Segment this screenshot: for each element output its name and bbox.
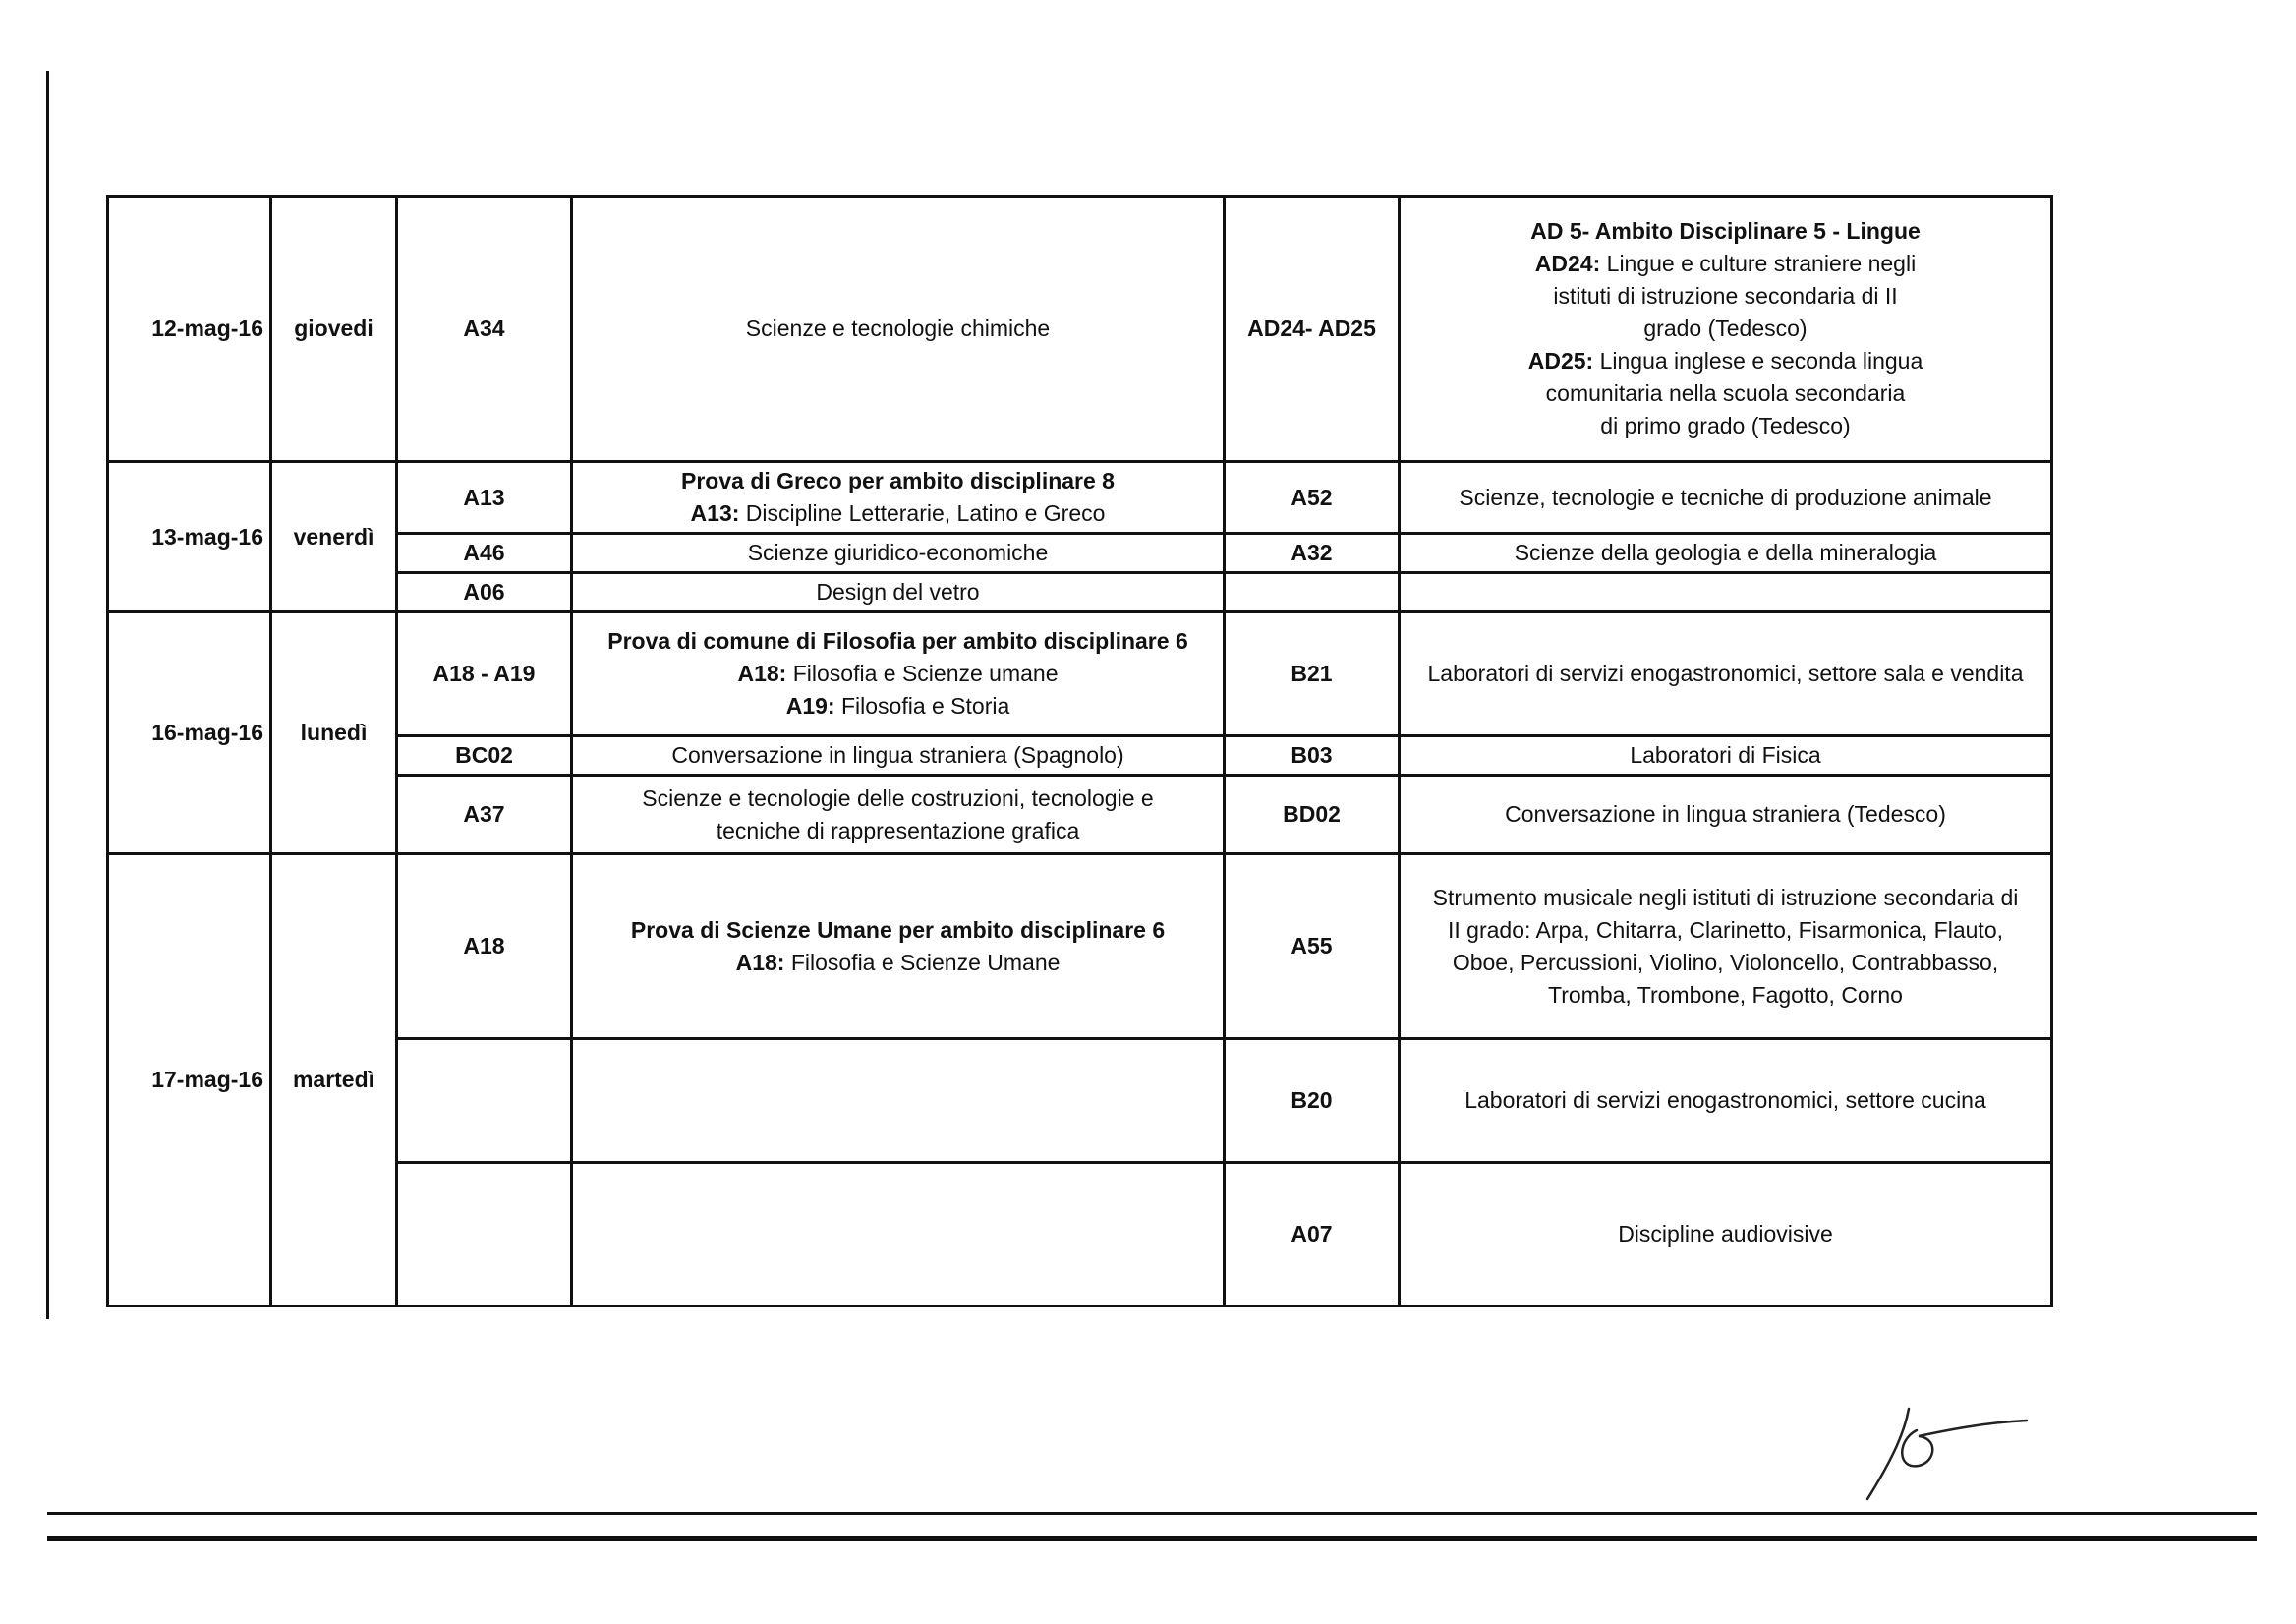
class-code-secondary: A52: [1225, 462, 1400, 534]
subject-text: Scienze giuridico-economiche: [747, 540, 1049, 565]
exam-weekday: venerdì: [271, 462, 397, 612]
class-code-label: A19:: [785, 693, 835, 719]
subject-line: [579, 815, 1217, 847]
subject-line: [1406, 914, 2044, 947]
class-code: A34: [397, 197, 572, 462]
subject-description: [572, 462, 1225, 534]
subject-line: [579, 914, 1217, 947]
schedule-row: [108, 1163, 2052, 1306]
class-code-label: A18:: [735, 949, 785, 975]
subject-text: Discipline audiovisive: [1618, 1221, 1833, 1247]
subject-text: Laboratori di servizi enogastronomici, settore sala e vendita: [1427, 661, 2024, 686]
exam-weekday: lunedì: [271, 612, 397, 854]
subject-line: [579, 625, 1217, 658]
schedule-row: [108, 854, 2052, 1039]
subject-line: [579, 658, 1217, 690]
subject-text: Oboe, Percussioni, Violino, Violoncello, Contrabbasso,: [1452, 949, 1999, 975]
subject-description-secondary: [1400, 1039, 2052, 1163]
subject-text: Scienze e tecnologie chimiche: [745, 316, 1051, 341]
subject-text: di primo grado (Tedesco): [1600, 413, 1851, 438]
schedule-row: [108, 776, 2052, 854]
subject-text: Filosofia e Storia: [834, 693, 1010, 719]
subject-description: [572, 534, 1225, 573]
subject-description-secondary: [1400, 854, 2052, 1039]
class-code: A13: [397, 462, 572, 534]
schedule-row: [108, 197, 2052, 462]
class-code-secondary: AD24- AD25: [1225, 197, 1400, 462]
subject-text: Prova di comune di Filosofia per ambito disciplinare 6: [607, 628, 1188, 654]
subject-line: [579, 739, 1217, 772]
class-code-label: A18:: [737, 661, 787, 686]
subject-line: [1406, 882, 2044, 914]
subject-line: [1406, 482, 2044, 514]
subject-description-secondary: [1400, 736, 2052, 776]
subject-text: Conversazione in lingua straniera (Tedesco): [1505, 801, 1946, 827]
subject-line: [579, 537, 1217, 569]
subject-description: [572, 197, 1225, 462]
subject-description-secondary: [1400, 573, 2052, 612]
subject-line: [579, 783, 1217, 815]
subject-text: Strumento musicale negli istituti di istruzione secondaria di: [1432, 884, 2019, 910]
subject-description-secondary: [1400, 612, 2052, 736]
subject-line: [1406, 658, 2044, 690]
subject-line: [1406, 798, 2044, 831]
subject-text: comunitaria nella scuola secondaria: [1545, 380, 1906, 406]
schedule-row: [108, 573, 2052, 612]
schedule-row: [108, 736, 2052, 776]
handwritten-signature: [1858, 1401, 2035, 1509]
subject-text: Filosofia e Scienze umane: [786, 661, 1059, 686]
subject-text: Scienze, tecnologie e tecniche di produzione animale: [1459, 484, 1992, 510]
subject-line: [1406, 215, 2044, 248]
exam-date: 13-mag-16: [108, 462, 271, 612]
footer-rule-thick: [47, 1536, 2257, 1541]
subject-text: Filosofia e Scienze Umane: [784, 949, 1061, 975]
subject-text: Conversazione in lingua straniera (Spagnolo): [671, 742, 1124, 768]
subject-text: tecniche di rappresentazione grafica: [716, 817, 1080, 843]
footer-rule-thin: [47, 1512, 2257, 1515]
schedule-row: [108, 612, 2052, 736]
subject-line: [579, 497, 1217, 530]
subject-line: [1406, 1084, 2044, 1117]
subject-line: [1406, 1218, 2044, 1250]
class-code-secondary: A07: [1225, 1163, 1400, 1306]
subject-description: [572, 1039, 1225, 1163]
schedule-row: [108, 462, 2052, 534]
subject-text: grado (Tedesco): [1643, 316, 1808, 341]
subject-text: II grado: Arpa, Chitarra, Clarinetto, Fisarmonica, Flauto,: [1447, 916, 2004, 943]
class-code: A46: [397, 534, 572, 573]
subject-description: [572, 573, 1225, 612]
class-code-label: AD24:: [1534, 251, 1601, 276]
subject-line: [579, 465, 1217, 497]
exam-weekday: martedì: [271, 854, 397, 1306]
schedule-row: [108, 1039, 2052, 1163]
class-code-secondary: A55: [1225, 854, 1400, 1039]
class-code-secondary: B20: [1225, 1039, 1400, 1163]
subject-text: Scienze della geologia e della mineralogia: [1514, 540, 1937, 565]
schedule-row: [108, 534, 2052, 573]
subject-line: [579, 313, 1217, 345]
class-code-secondary: B03: [1225, 736, 1400, 776]
subject-text: Design del vetro: [816, 579, 980, 605]
subject-text: Discipline Letterarie, Latino e Greco: [739, 500, 1106, 526]
subject-line: [1406, 739, 2044, 772]
subject-line: [1406, 280, 2044, 313]
subject-text: Lingua inglese e seconda lingua: [1593, 348, 1923, 374]
subject-description: [572, 612, 1225, 736]
subject-line: [1406, 947, 2044, 979]
subject-line: [579, 576, 1217, 609]
class-code: A37: [397, 776, 572, 854]
subject-description: [572, 776, 1225, 854]
class-code: [397, 1039, 572, 1163]
exam-weekday: giovedi: [271, 197, 397, 462]
class-code: A18: [397, 854, 572, 1039]
class-code: A06: [397, 573, 572, 612]
subject-text: Laboratori di servizi enogastronomici, settore cucina: [1464, 1087, 1986, 1113]
subject-line: [1406, 377, 2044, 410]
class-code-secondary: A32: [1225, 534, 1400, 573]
subject-description: [572, 854, 1225, 1039]
class-code: BC02: [397, 736, 572, 776]
subject-text: Laboratori di Fisica: [1630, 742, 1821, 768]
exam-date: 16-mag-16: [108, 612, 271, 854]
subject-line: [1406, 979, 2044, 1012]
subject-line: [1406, 537, 2044, 569]
exam-date: 12-mag-16: [108, 197, 271, 462]
subject-line: [1406, 313, 2044, 345]
subject-description-secondary: [1400, 776, 2052, 854]
subject-line: [1406, 248, 2044, 280]
class-code-secondary: B21: [1225, 612, 1400, 736]
exam-date: 17-mag-16: [108, 854, 271, 1306]
class-code-secondary: BD02: [1225, 776, 1400, 854]
subject-line: [1406, 410, 2044, 442]
class-code-label: A13:: [690, 500, 740, 526]
subject-text: Scienze e tecnologie delle costruzioni, tecnologie e: [642, 784, 1154, 811]
subject-description: [572, 1163, 1225, 1306]
subject-line: [579, 947, 1217, 979]
exam-schedule-table: [106, 195, 2053, 1307]
left-margin-line: [46, 71, 49, 1319]
subject-text: Prova di Scienze Umane per ambito disciplinare 6: [630, 916, 1166, 943]
subject-description-secondary: [1400, 462, 2052, 534]
class-code: A18 - A19: [397, 612, 572, 736]
subject-line: [579, 690, 1217, 723]
subject-text: istituti di istruzione secondaria di II: [1553, 283, 1898, 309]
subject-description-secondary: [1400, 534, 2052, 573]
class-code: [397, 1163, 572, 1306]
class-code-secondary: [1225, 573, 1400, 612]
class-code-label: AD25:: [1527, 348, 1594, 374]
subject-line: [1406, 345, 2044, 377]
subject-description: [572, 736, 1225, 776]
subject-description-secondary: [1400, 197, 2052, 462]
subject-description-secondary: [1400, 1163, 2052, 1306]
subject-text: Prova di Greco per ambito disciplinare 8: [681, 468, 1115, 493]
subject-text: Lingue e culture straniere negli: [1600, 251, 1917, 276]
subject-text: Tromba, Trombone, Fagotto, Corno: [1548, 981, 1903, 1008]
subject-text: AD 5- Ambito Disciplinare 5 - Lingue: [1530, 218, 1921, 244]
